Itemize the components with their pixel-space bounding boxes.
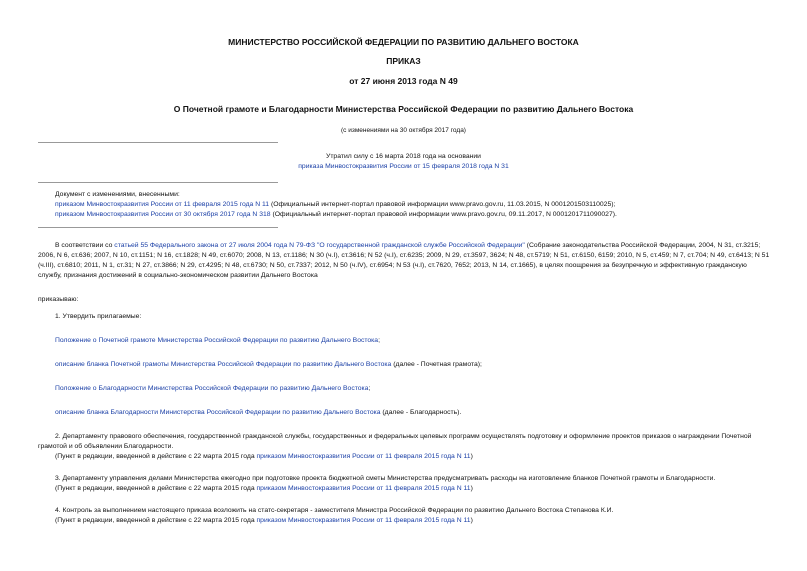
edit-link[interactable]: приказом Минвостокразвития России от 11 февраля 2015 года N 11 <box>256 485 471 492</box>
item-1-c: Положение о Благодарности Министерства Российской Федерации по развитию Дальнего Востока; <box>55 385 371 392</box>
gratitude-form-link[interactable]: описание бланка Благодарности Министерства Российской Федерации по развитию Дальнего Востока <box>55 409 381 416</box>
change-link[interactable]: приказом Минвостокразвития России от 30 октября 2017 года N 318 <box>55 211 271 218</box>
change-item: приказом Минвостокразвития России от 11 февраля 2015 года N 11 (Официальный интернет-портал правовой информации www.pravo.gov.ru, 11.03.2015, N 0001201503110025); <box>55 201 616 208</box>
edit-note: (Пункт в редакции, введенной в действие с 22 марта 2015 года приказом Минвостокразвития России от 11 февраля 2015 года N 11) <box>55 453 473 460</box>
document-body <box>38 241 770 526</box>
item-1-d: описание бланка Благодарности Министерства Российской Федерации по развитию Дальнего Востока (далее - Благодарность). <box>55 409 462 416</box>
item-1: 1. Утвердить прилагаемые: <box>55 313 142 320</box>
lost-force-text: Утратил силу с 16 марта 2018 года на основании <box>326 153 481 160</box>
edit-note: (Пункт в редакции, введенной в действие с 22 марта 2015 года приказом Минвостокразвития России от 11 февраля 2015 года N 11) <box>55 517 473 524</box>
changes-intro: Документ с изменениями, внесенными: <box>55 191 180 198</box>
law-link[interactable]: статьей 55 Федерального закона от 27 июля 2004 года N 79-ФЗ "О государственной гражданской службе Российской Федерации" <box>114 242 525 249</box>
diploma-form-link[interactable]: описание бланка Почетной грамоты Министерства Российской Федерации по развитию Дальнего Востока <box>55 361 392 368</box>
lost-force-link[interactable]: приказа Минвостокразвития России от 15 февраля 2018 года N 31 <box>298 163 509 170</box>
changes-list <box>55 190 775 220</box>
regulation-gratitude-link[interactable]: Положение о Благодарности Министерства Российской Федерации по развитию Дальнего Востока <box>55 385 369 392</box>
item-4: 4. Контроль за выполнением настоящего приказа возложить на статс-секретаря - заместителя Министра Российской Федерации по развитию Дальнего Востока Степанова К.И. <box>55 507 614 514</box>
lost-force-notice <box>0 152 807 172</box>
divider <box>38 142 278 143</box>
divider <box>38 182 278 183</box>
item-2: 2. Департаменту правового обеспечения, государственной гражданской службы, государственных и федеральных целевых программ осуществлять подготовку и оформление проектов приказов о награждении Почетной грамотой и об объявлении Благодарности. <box>38 433 752 450</box>
item-3: 3. Департаменту управления делами Министерства ежегодно при подготовке проекта бюджетной сметы Министерства предусматривать расходы на изготовление бланков Почетной грамоты и Благодарности. <box>55 475 716 482</box>
preamble-paragraph: В соответствии со статьей 55 Федерального закона от 27 июля 2004 года N 79-ФЗ "О государственной гражданской службе Российской Федерации" (Собрание законодательства Российской Федерации, 2004, N 31, ст.3215; 2006, N 6, ст.636; 2007, N 10, ст.1151; N 16, ст.1828; N 49, ст.6070; 2008, N 13, ст.1186; N 30 (ч.I), ст.3616; N 52 (ч.I), ст.6235; 2009, N 29, ст.3597, 3624; N 48, ст.5719; N 51, ст.6150, 6159; 2010, N 5, ст.459; N 7, ст.704; N 49, ст.6413; N 51 (ч.III), ст.6810; 2011, N 1, ст.31; N 27, ст.3866; N 29, ст.4295; N 48, ст.6730; N 50, ст.7337; 2012, N 50 (ч.IV), ст.6954; N 53 (ч.I), ст.7620, 7652; 2013, N 14, ст.1665), в целях поощрения за безупречную и эффективную гражданскую службу, признания достижений в социально-экономическом развитии Дальнего Востока <box>38 242 770 279</box>
amendment-note: (с изменениями на 30 октября 2017 года) <box>341 127 466 134</box>
item-1-b: описание бланка Почетной грамоты Министерства Российской Федерации по развитию Дальнего Востока (далее - Почетная грамота); <box>55 361 482 368</box>
edit-note: (Пункт в редакции, введенной в действие с 22 марта 2015 года приказом Минвостокразвития России от 11 февраля 2015 года N 11) <box>55 485 473 492</box>
document-date: от 27 июня 2013 года N 49 <box>349 76 458 86</box>
edit-link[interactable]: приказом Минвостокразвития России от 11 февраля 2015 года N 11 <box>256 453 471 460</box>
change-item: приказом Минвостокразвития России от 30 октября 2017 года N 318 (Официальный интернет-портал правовой информации www.pravo.gov.ru, 09.11.2017, N 0001201711090027). <box>55 211 617 218</box>
change-link[interactable]: приказом Минвостокразвития России от 11 февраля 2015 года N 11 <box>55 201 270 208</box>
document-title: О Почетной грамоте и Благодарности Министерства Российской Федерации по развитию Дальнего Востока <box>173 104 634 114</box>
edit-link[interactable]: приказом Минвостокразвития России от 11 февраля 2015 года N 11 <box>256 517 471 524</box>
regulation-diploma-link[interactable]: Положение о Почетной грамоте Министерства Российской Федерации по развитию Дальнего Востока <box>55 337 379 344</box>
ministry-name: МИНИСТЕРСТВО РОССИЙСКОЙ ФЕДЕРАЦИИ ПО РАЗВИТИЮ ДАЛЬНЕГО ВОСТОКА <box>228 37 579 47</box>
order-word: приказываю: <box>38 296 79 303</box>
document-type: ПРИКАЗ <box>386 56 421 66</box>
divider <box>38 227 278 228</box>
item-1-a: Положение о Почетной грамоте Министерства Российской Федерации по развитию Дальнего Востока; <box>55 337 380 344</box>
